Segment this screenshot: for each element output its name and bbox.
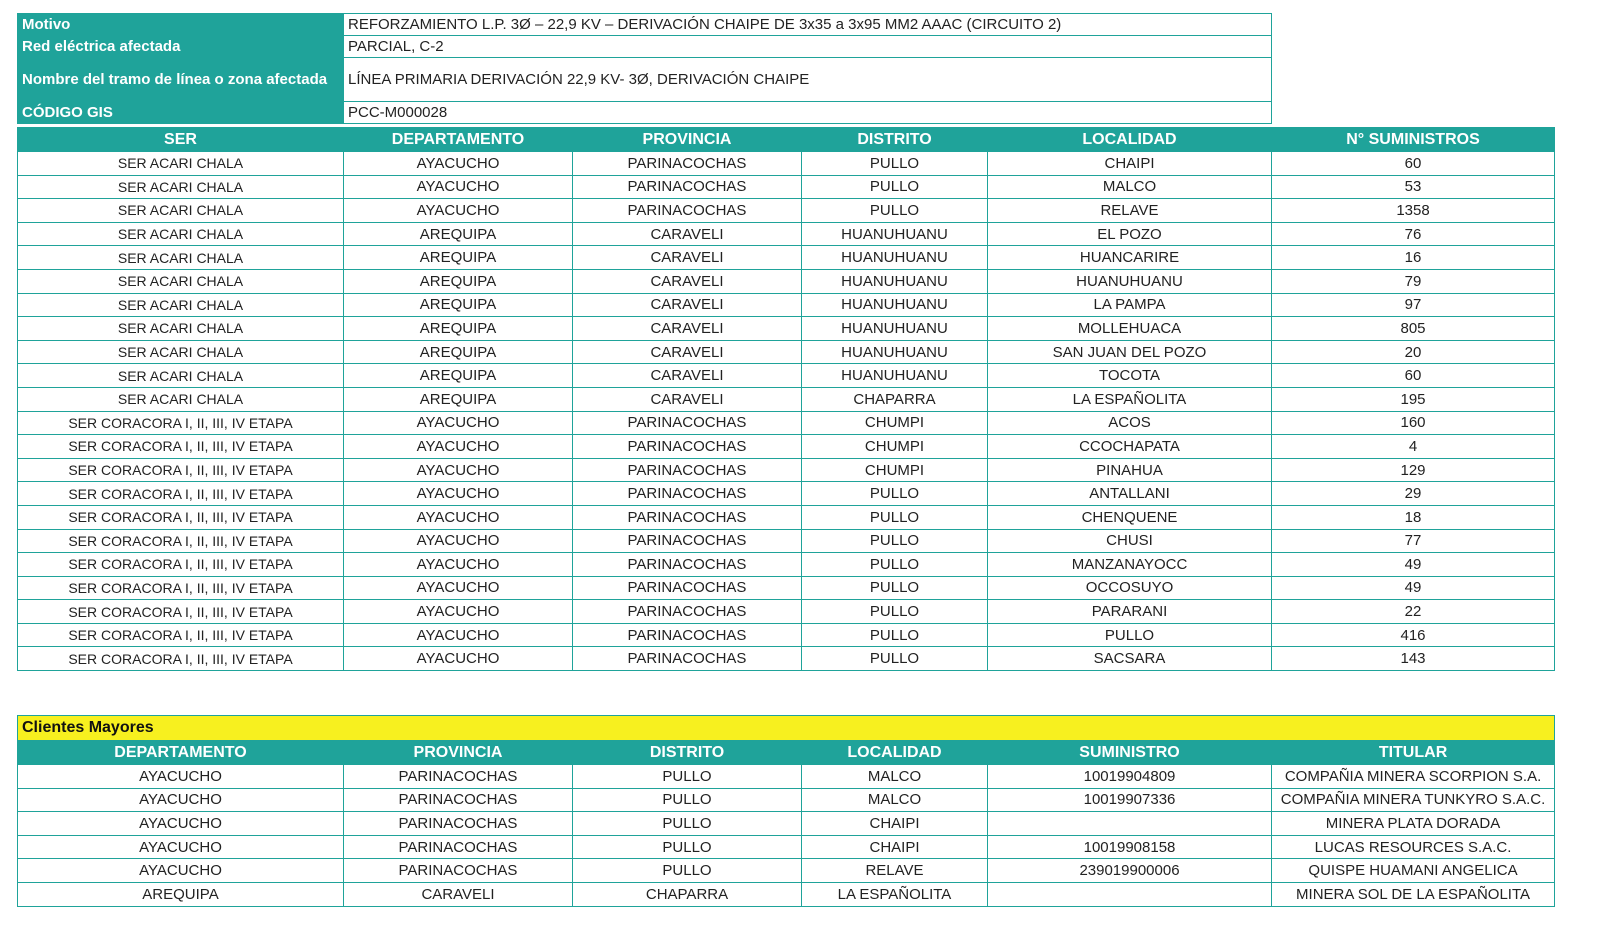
- table-row: [18, 576, 1555, 600]
- table-cell: AYACUCHO: [344, 647, 573, 671]
- table-cell: AYACUCHO: [344, 458, 573, 482]
- table-cell: CCOCHAPATA: [988, 435, 1272, 459]
- table-cell: SER CORACORA I, II, III, IV ETAPA: [18, 576, 344, 600]
- table-cell: 76: [1272, 222, 1555, 246]
- table-cell: 97: [1272, 293, 1555, 317]
- table-cell: CARAVELI: [573, 387, 802, 411]
- table-cell: 10019904809: [988, 765, 1272, 789]
- table-cell: SER CORACORA I, II, III, IV ETAPA: [18, 600, 344, 624]
- table-row: [18, 812, 1555, 836]
- table-cell: 143: [1272, 647, 1555, 671]
- table-row: [18, 882, 1555, 906]
- table-cell: PARINACOCHAS: [573, 482, 802, 506]
- table-cell: AYACUCHO: [344, 199, 573, 223]
- table-row: [18, 269, 1555, 293]
- table-row: [18, 765, 1555, 789]
- table-cell: 60: [1272, 364, 1555, 388]
- table-cell: QUISPE HUAMANI ANGELICA: [1272, 859, 1555, 883]
- table-cell: HUANUHUANU: [802, 340, 988, 364]
- table-cell: SER ACARI CHALA: [18, 387, 344, 411]
- table-cell: 53: [1272, 175, 1555, 199]
- table-cell: LA PAMPA: [988, 293, 1272, 317]
- table-cell: PULLO: [802, 505, 988, 529]
- clientes-mayores-table: [17, 715, 1555, 907]
- table-cell: PARINACOCHAS: [573, 623, 802, 647]
- table-cell: AREQUIPA: [344, 246, 573, 270]
- table-cell: AYACUCHO: [18, 765, 344, 789]
- table-row: [18, 435, 1555, 459]
- table-cell: SER CORACORA I, II, III, IV ETAPA: [18, 458, 344, 482]
- table-cell: AREQUIPA: [344, 364, 573, 388]
- table-cell: 10019907336: [988, 788, 1272, 812]
- info-row-tramo: [18, 58, 1272, 102]
- table-cell: PARINACOCHAS: [573, 435, 802, 459]
- table-cell: TOCOTA: [988, 364, 1272, 388]
- table-cell: AREQUIPA: [344, 269, 573, 293]
- clientes-mayores-title: Clientes Mayores: [18, 716, 1555, 741]
- table-cell: CARAVELI: [344, 882, 573, 906]
- table-cell: PULLO: [573, 835, 802, 859]
- table-row: [18, 293, 1555, 317]
- table-cell: PULLO: [802, 152, 988, 176]
- table-cell: MINERA PLATA DORADA: [1272, 812, 1555, 836]
- table-row: [18, 600, 1555, 624]
- table-cell: RELAVE: [802, 859, 988, 883]
- table-row: [18, 529, 1555, 553]
- table-cell: PULLO: [802, 576, 988, 600]
- table-cell: CARAVELI: [573, 269, 802, 293]
- table-cell: AREQUIPA: [18, 882, 344, 906]
- table-cell: COMPAÑIA MINERA SCORPION S.A.: [1272, 765, 1555, 789]
- column-header: SER: [18, 128, 344, 152]
- table-cell: HUANUHUANU: [802, 364, 988, 388]
- table-cell: 22: [1272, 600, 1555, 624]
- table-cell: SER CORACORA I, II, III, IV ETAPA: [18, 647, 344, 671]
- table-cell: SER ACARI CHALA: [18, 364, 344, 388]
- table-cell: CHAIPI: [802, 835, 988, 859]
- table-cell: SER ACARI CHALA: [18, 340, 344, 364]
- table-row: [18, 835, 1555, 859]
- table-cell: MINERA SOL DE LA ESPAÑOLITA: [1272, 882, 1555, 906]
- table-row: [18, 458, 1555, 482]
- clientes-mayores-title-row: [18, 716, 1555, 741]
- table-cell: SER CORACORA I, II, III, IV ETAPA: [18, 553, 344, 577]
- table-row: [18, 411, 1555, 435]
- table-cell: CHAPARRA: [802, 387, 988, 411]
- table-row: [18, 364, 1555, 388]
- table-cell: CHAPARRA: [573, 882, 802, 906]
- table-cell: HUANUHUANU: [802, 293, 988, 317]
- table-row: [18, 387, 1555, 411]
- table-cell: SER CORACORA I, II, III, IV ETAPA: [18, 482, 344, 506]
- table-cell: PULLO: [802, 175, 988, 199]
- table-cell: AREQUIPA: [344, 293, 573, 317]
- table-cell: 4: [1272, 435, 1555, 459]
- table-row: [18, 647, 1555, 671]
- table-row: [18, 317, 1555, 341]
- table-cell: PULLO: [802, 600, 988, 624]
- table-cell: MANZANAYOCC: [988, 553, 1272, 577]
- table-cell: MALCO: [802, 765, 988, 789]
- table-cell: [988, 882, 1272, 906]
- table-cell: AYACUCHO: [344, 482, 573, 506]
- table-cell: PARINACOCHAS: [344, 765, 573, 789]
- table-cell: PARINACOCHAS: [344, 788, 573, 812]
- info-row-gis: [18, 102, 1272, 124]
- table-row: [18, 246, 1555, 270]
- table-cell: PULLO: [802, 647, 988, 671]
- table-cell: CARAVELI: [573, 222, 802, 246]
- table-cell: AYACUCHO: [344, 600, 573, 624]
- gis-value: PCC-M000028: [344, 102, 1272, 124]
- table-cell: CARAVELI: [573, 293, 802, 317]
- table-cell: SER ACARI CHALA: [18, 175, 344, 199]
- table-cell: CARAVELI: [573, 340, 802, 364]
- table-cell: MALCO: [988, 175, 1272, 199]
- table-cell: PULLO: [573, 812, 802, 836]
- table-cell: PULLO: [573, 788, 802, 812]
- table-cell: PARINACOCHAS: [573, 458, 802, 482]
- column-header: PROVINCIA: [344, 741, 573, 765]
- table-cell: PARINACOCHAS: [344, 835, 573, 859]
- table-cell: PARINACOCHAS: [573, 576, 802, 600]
- table-cell: CHAIPI: [802, 812, 988, 836]
- table-row: [18, 623, 1555, 647]
- table-cell: PARINACOCHAS: [344, 859, 573, 883]
- table-cell: AREQUIPA: [344, 317, 573, 341]
- table-cell: 239019900006: [988, 859, 1272, 883]
- suministros-header-row: [18, 128, 1555, 152]
- table-row: [18, 859, 1555, 883]
- table-cell: CARAVELI: [573, 364, 802, 388]
- table-cell: EL POZO: [988, 222, 1272, 246]
- table-cell: RELAVE: [988, 199, 1272, 223]
- table-cell: PULLO: [573, 859, 802, 883]
- red-label: Red eléctrica afectada: [18, 36, 344, 58]
- table-cell: PULLO: [802, 482, 988, 506]
- table-cell: AYACUCHO: [18, 835, 344, 859]
- table-cell: SER ACARI CHALA: [18, 222, 344, 246]
- column-header: DEPARTAMENTO: [344, 128, 573, 152]
- column-header: N° SUMINISTROS: [1272, 128, 1555, 152]
- table-cell: 1358: [1272, 199, 1555, 223]
- gis-label: CÓDIGO GIS: [18, 102, 344, 124]
- table-cell: PARINACOCHAS: [573, 411, 802, 435]
- clientes-mayores-header-row: [18, 741, 1555, 765]
- table-cell: SER CORACORA I, II, III, IV ETAPA: [18, 435, 344, 459]
- table-cell: SER ACARI CHALA: [18, 246, 344, 270]
- table-cell: AYACUCHO: [344, 553, 573, 577]
- table-cell: AYACUCHO: [344, 529, 573, 553]
- table-cell: 18: [1272, 505, 1555, 529]
- table-cell: 20: [1272, 340, 1555, 364]
- table-row: [18, 222, 1555, 246]
- table-cell: 416: [1272, 623, 1555, 647]
- table-row: [18, 152, 1555, 176]
- table-cell: PARINACOCHAS: [573, 600, 802, 624]
- table-cell: HUANUHUANU: [802, 222, 988, 246]
- table-cell: PARINACOCHAS: [573, 553, 802, 577]
- table-row: [18, 788, 1555, 812]
- table-cell: 160: [1272, 411, 1555, 435]
- table-cell: PARINACOCHAS: [573, 505, 802, 529]
- table-cell: CARAVELI: [573, 246, 802, 270]
- table-cell: PARINACOCHAS: [573, 175, 802, 199]
- table-cell: SER CORACORA I, II, III, IV ETAPA: [18, 529, 344, 553]
- table-cell: SER ACARI CHALA: [18, 152, 344, 176]
- table-cell: OCCOSUYO: [988, 576, 1272, 600]
- table-cell: PULLO: [802, 529, 988, 553]
- table-cell: AYACUCHO: [344, 175, 573, 199]
- table-cell: MOLLEHUACA: [988, 317, 1272, 341]
- table-cell: CHUMPI: [802, 435, 988, 459]
- table-cell: 60: [1272, 152, 1555, 176]
- table-cell: PULLO: [573, 765, 802, 789]
- table-cell: ACOS: [988, 411, 1272, 435]
- tramo-label: Nombre del tramo de línea o zona afectada: [18, 58, 344, 102]
- table-cell: ANTALLANI: [988, 482, 1272, 506]
- table-cell: [988, 812, 1272, 836]
- table-cell: 49: [1272, 576, 1555, 600]
- table-cell: COMPAÑIA MINERA TUNKYRO S.A.C.: [1272, 788, 1555, 812]
- column-header: DISTRITO: [573, 741, 802, 765]
- table-cell: SER ACARI CHALA: [18, 317, 344, 341]
- table-cell: PARINACOCHAS: [573, 199, 802, 223]
- table-cell: PARINACOCHAS: [344, 812, 573, 836]
- table-cell: PARINACOCHAS: [573, 647, 802, 671]
- table-cell: AYACUCHO: [344, 411, 573, 435]
- table-cell: AYACUCHO: [344, 623, 573, 647]
- table-cell: SAN JUAN DEL POZO: [988, 340, 1272, 364]
- table-cell: PULLO: [988, 623, 1272, 647]
- column-header: DEPARTAMENTO: [18, 741, 344, 765]
- table-cell: CARAVELI: [573, 317, 802, 341]
- table-cell: CHUSI: [988, 529, 1272, 553]
- table-row: [18, 505, 1555, 529]
- info-row-motivo: [18, 14, 1272, 36]
- column-header: LOCALIDAD: [988, 128, 1272, 152]
- table-cell: PULLO: [802, 623, 988, 647]
- table-cell: PARINACOCHAS: [573, 529, 802, 553]
- column-header: PROVINCIA: [573, 128, 802, 152]
- table-cell: 29: [1272, 482, 1555, 506]
- column-header: DISTRITO: [802, 128, 988, 152]
- table-cell: 16: [1272, 246, 1555, 270]
- table-cell: AYACUCHO: [18, 859, 344, 883]
- table-cell: 195: [1272, 387, 1555, 411]
- table-cell: CHENQUENE: [988, 505, 1272, 529]
- table-cell: SER CORACORA I, II, III, IV ETAPA: [18, 411, 344, 435]
- table-cell: AYACUCHO: [344, 152, 573, 176]
- table-row: [18, 340, 1555, 364]
- table-cell: SER CORACORA I, II, III, IV ETAPA: [18, 623, 344, 647]
- info-row-red: [18, 36, 1272, 58]
- suministros-table: [17, 127, 1555, 671]
- table-cell: 77: [1272, 529, 1555, 553]
- column-header: TITULAR: [1272, 741, 1555, 765]
- table-cell: AREQUIPA: [344, 387, 573, 411]
- table-cell: AYACUCHO: [18, 812, 344, 836]
- column-header: LOCALIDAD: [802, 741, 988, 765]
- table-cell: AREQUIPA: [344, 340, 573, 364]
- table-cell: SER ACARI CHALA: [18, 199, 344, 223]
- table-cell: 805: [1272, 317, 1555, 341]
- table-cell: AYACUCHO: [344, 505, 573, 529]
- table-row: [18, 553, 1555, 577]
- table-cell: PULLO: [802, 553, 988, 577]
- table-cell: SER CORACORA I, II, III, IV ETAPA: [18, 505, 344, 529]
- table-cell: AYACUCHO: [18, 788, 344, 812]
- table-row: [18, 199, 1555, 223]
- table-cell: 10019908158: [988, 835, 1272, 859]
- table-cell: LA ESPAÑOLITA: [802, 882, 988, 906]
- table-cell: CHUMPI: [802, 411, 988, 435]
- table-cell: HUANCARIRE: [988, 246, 1272, 270]
- table-cell: PARARANI: [988, 600, 1272, 624]
- table-cell: SACSARA: [988, 647, 1272, 671]
- table-cell: PINAHUA: [988, 458, 1272, 482]
- table-cell: CHUMPI: [802, 458, 988, 482]
- table-cell: HUANUHUANU: [988, 269, 1272, 293]
- table-cell: PULLO: [802, 199, 988, 223]
- table-cell: LUCAS RESOURCES S.A.C.: [1272, 835, 1555, 859]
- table-cell: 79: [1272, 269, 1555, 293]
- motivo-value: REFORZAMIENTO L.P. 3Ø – 22,9 KV – DERIVACIÓN CHAIPE DE 3x35 a 3x95 MM2 AAAC (CIRCUITO 2): [344, 14, 1272, 36]
- motivo-label: Motivo: [18, 14, 344, 36]
- table-cell: 49: [1272, 553, 1555, 577]
- table-cell: HUANUHUANU: [802, 246, 988, 270]
- column-header: SUMINISTRO: [988, 741, 1272, 765]
- table-cell: AYACUCHO: [344, 435, 573, 459]
- table-cell: AYACUCHO: [344, 576, 573, 600]
- table-cell: 129: [1272, 458, 1555, 482]
- table-row: [18, 175, 1555, 199]
- table-cell: HUANUHUANU: [802, 269, 988, 293]
- table-cell: SER ACARI CHALA: [18, 269, 344, 293]
- red-value: PARCIAL, C-2: [344, 36, 1272, 58]
- tramo-value: LÍNEA PRIMARIA DERIVACIÓN 22,9 KV- 3Ø, DERIVACIÓN CHAIPE: [344, 58, 1272, 102]
- info-table: [17, 13, 1272, 124]
- table-cell: CHAIPI: [988, 152, 1272, 176]
- table-cell: AREQUIPA: [344, 222, 573, 246]
- table-cell: PARINACOCHAS: [573, 152, 802, 176]
- table-cell: MALCO: [802, 788, 988, 812]
- table-cell: LA ESPAÑOLITA: [988, 387, 1272, 411]
- table-row: [18, 482, 1555, 506]
- table-cell: HUANUHUANU: [802, 317, 988, 341]
- table-cell: SER ACARI CHALA: [18, 293, 344, 317]
